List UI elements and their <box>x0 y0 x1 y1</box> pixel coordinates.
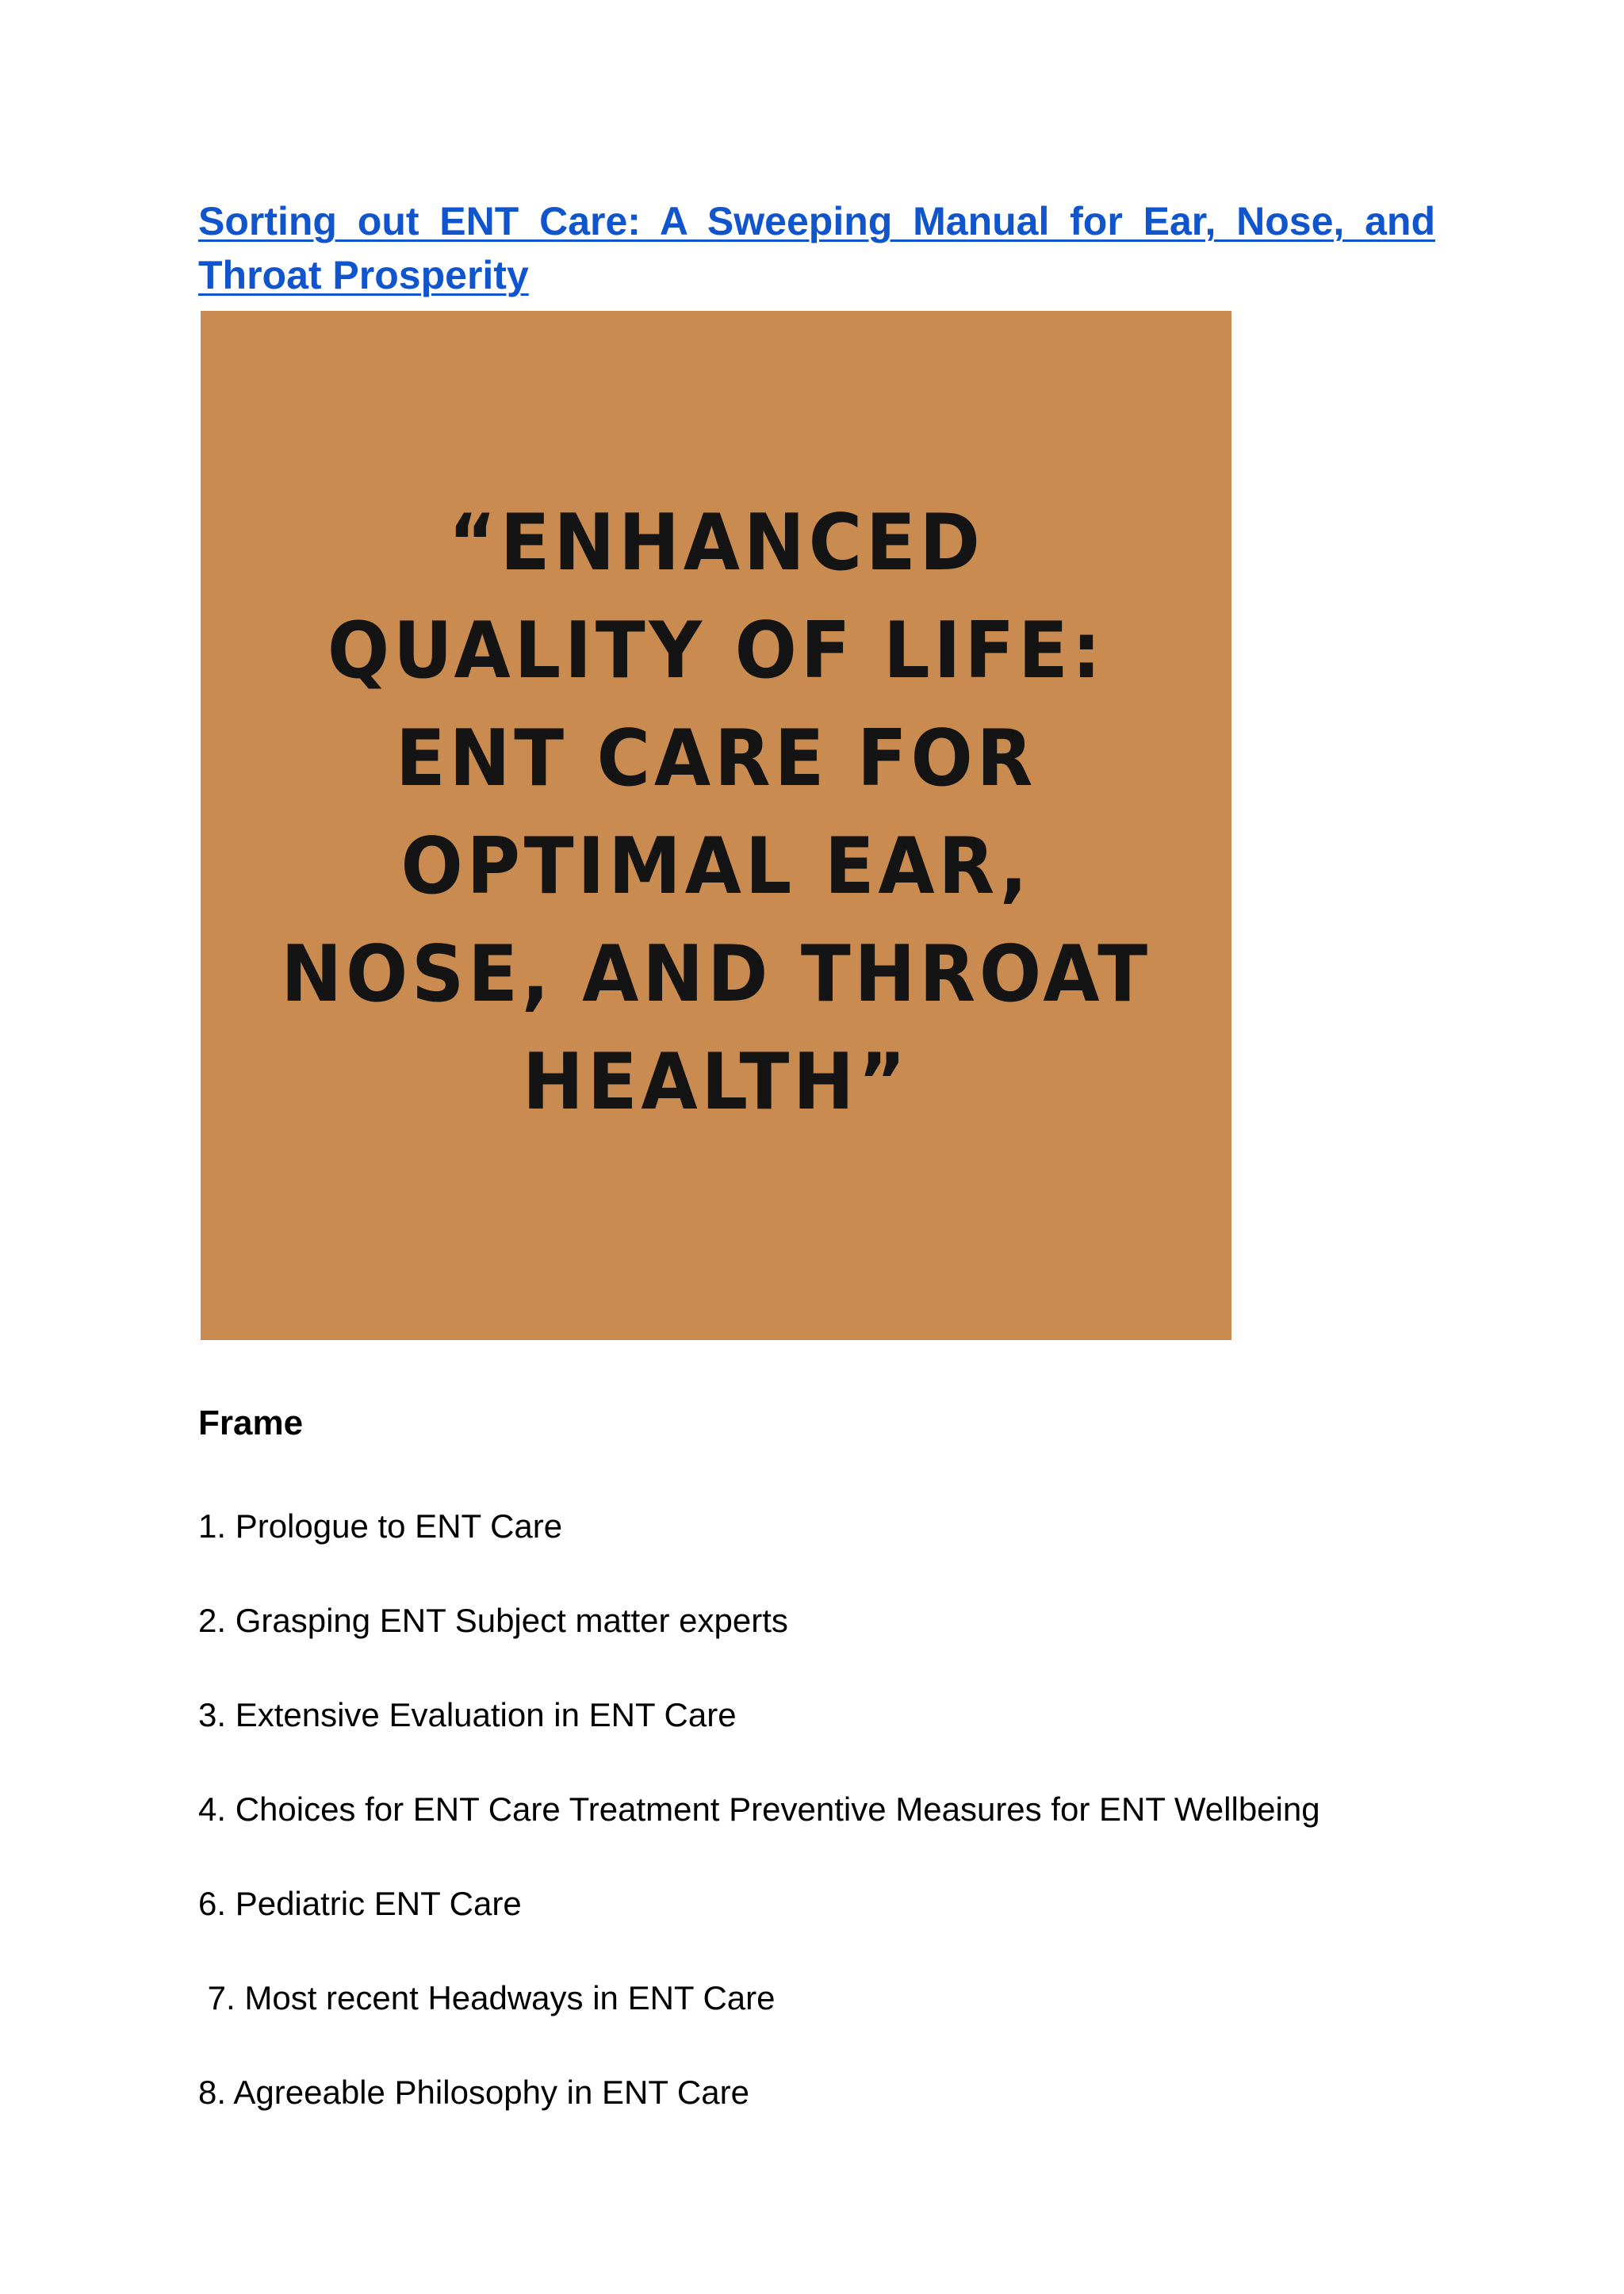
quote-poster-image <box>201 311 1231 1340</box>
toc-item: 1. Prologue to ENT Care <box>198 1507 563 1545</box>
poster-line: “ENHANCED <box>448 498 984 588</box>
toc-item: 6. Pediatric ENT Care <box>198 1885 522 1922</box>
poster-line: OPTIMAL EAR, <box>400 821 1032 912</box>
toc-item: 3. Extensive Evaluation in ENT Care <box>198 1696 737 1733</box>
poster-quote-text <box>232 489 1201 1136</box>
section-heading: Frame <box>198 1404 304 1442</box>
poster-line: HEALTH” <box>522 1037 910 1128</box>
toc-item: 2. Grasping ENT Subject matter experts <box>198 1602 788 1639</box>
toc-item: 4. Choices for ENT Care Treatment Preventive Measures for ENT Wellbeing <box>198 1790 1320 1828</box>
poster-line: NOSE, AND THROAT <box>281 929 1151 1020</box>
toc-item: 7. Most recent Headways in ENT Care <box>198 1979 776 2016</box>
toc-item: 8. Agreeable Philosophy in ENT Care <box>198 2074 749 2111</box>
document-title-link[interactable]: Sorting out ENT Care: A Sweeping Manual for Ear, Nose, and Throat Prosperity <box>198 199 1435 297</box>
poster-line: ENT CARE FOR <box>395 714 1037 804</box>
poster-line: QUALITY OF LIFE: <box>327 606 1105 696</box>
